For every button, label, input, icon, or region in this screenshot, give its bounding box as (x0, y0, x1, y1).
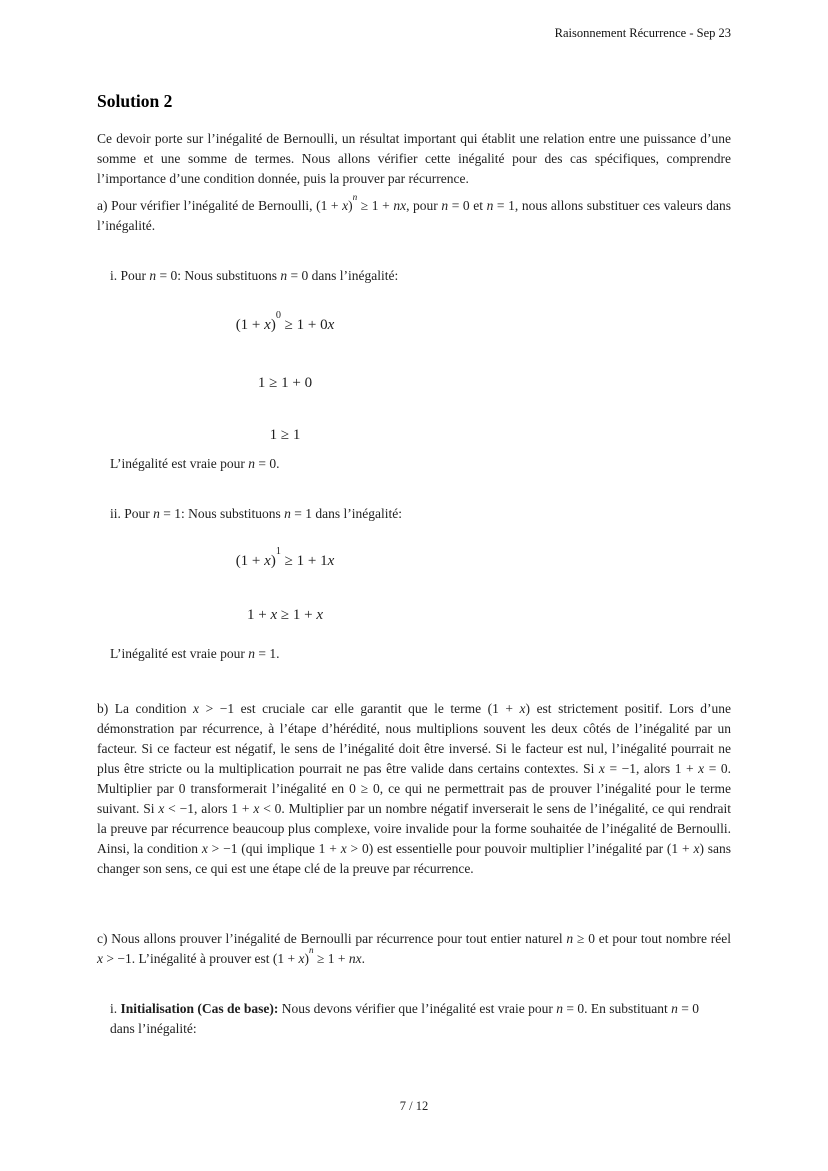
item-ii-n1: ii. Pour n = 1: Nous substituons n = 1 dans l’inégalité: (110, 506, 402, 521)
part-c-paragraph: c) Nous allons prouver l’inégalité de Bernoulli par récurrence pour tout entier naturel n ≥ 0 et pour tout nombre réel x > −1. L’inégalité à prouver est $(1 + x)^n \ge 1$ + nx. (97, 931, 731, 966)
solution-title: Solution 2 (97, 91, 173, 111)
part-b-paragraph: b) La condition x > −1 est cruciale car elle garantit que le terme (1 + x) est strictement positif. Lors d’une démonstration par récurrence, à l’étape d’hérédité, nous multiplions souvent les deux côtés de l’inégalité par un facteur. Si ce facteur est négatif, le sens de l’inégalité doit être inversé. Si le facteur est nul, l’inégalité pourrait ne plus être stricte ou la multiplication pourrait ne pas être valide dans certains contextes. Si x = −1, alors 1 + x = 0. Multiplier par 0 transformerait l’inégalité en 0 ≥ 0, ce qui ne permettrait pas de prouver l’inégalité pour le terme suivant. Si x < −1, alors 1 + x < 0. Multiplier par un nombre négatif inverserait le sens de l’inégalité, ce qui rendrait la preuve par récurrence beaucoup plus complexe, voire invalide pour la forme souhaitée de l’inégalité de Bernoulli. Ainsi, la condition x > −1 (qui implique 1 + x > 0) est essentielle pour pouvoir multiplier l’inégalité par (1 + x) sans changer son sens, ce qui est une étape clé de la preuve par récurrence. (97, 701, 732, 876)
equation-n1-step1: $(1 + x)^1 \ge 1 + 1x$ (235, 546, 335, 569)
equation-n0-step3: 1 ≥ 1 (269, 427, 301, 443)
page-number: 7 / 12 (399, 1099, 429, 1113)
page-header: Raisonnement Récurrence - Sep 23 (554, 26, 731, 40)
item-initialisation: i. Initialisation (Cas de base): Nous devons vérifier que l’inégalité est vraie pour n = 0. En substituant n = 0 dans l’inégalité: (110, 1001, 699, 1036)
conclusion-n1: L’inégalité est vraie pour n = 1. (110, 646, 280, 661)
item-i-n0: i. Pour n = 0: Nous substituons n = 0 dans l’inégalité: (110, 268, 399, 283)
equation-n0-step1: $(1 + x)^0 \ge 1 + 0x$ (235, 310, 335, 333)
conclusion-n0: L’inégalité est vraie pour n = 0. (110, 456, 280, 471)
equation-n1-step2: 1 + x ≥ 1 + x (246, 607, 323, 623)
equation-n0-step2: 1 ≥ 1 + 0 (257, 375, 313, 391)
part-a-paragraph: a) Pour vérifier l’inégalité de Bernoulli, $(1 + x)^n \ge 1$ + nx, pour n = 0 et n = 1, nous allons substituer ces valeurs dans l’inégalité. (97, 192, 731, 233)
intro-paragraph: Ce devoir porte sur l’inégalité de Bernoulli, un résultat important qui établit une relation entre une puissance d’une somme et une somme de termes. Nous allons vérifier cette inégalité pour des cas spécifiques, comprendre l’importance d’une condition donnée, puis la prouver par récurrence. (97, 131, 731, 186)
